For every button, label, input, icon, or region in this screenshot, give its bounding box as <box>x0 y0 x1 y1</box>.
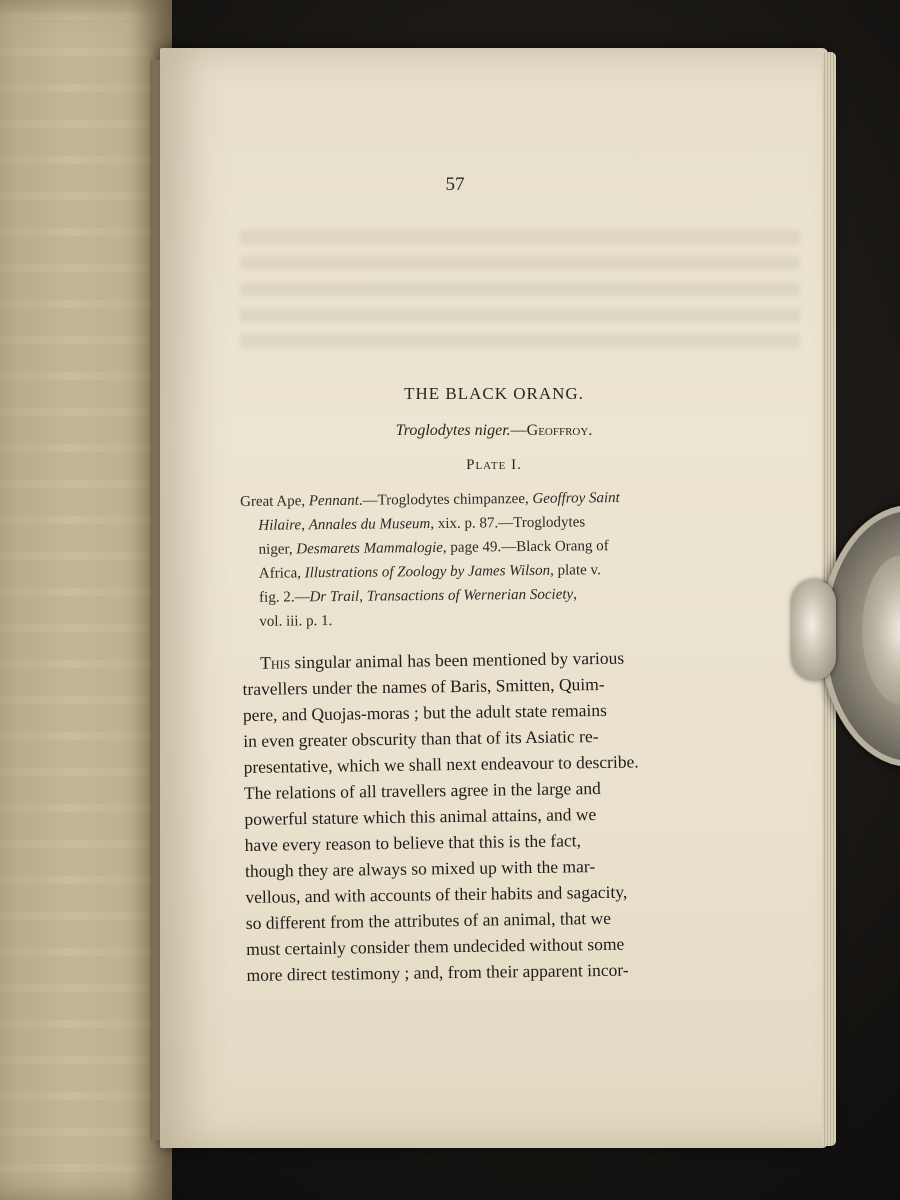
body-line: powerful stature which this animal attains, and we <box>244 804 597 829</box>
page-title: THE BLACK ORANG. <box>404 384 584 403</box>
ornamental-clasp <box>792 580 836 680</box>
body-paragraph <box>242 644 707 988</box>
synonymy-line: niger, Desmarets Mammalogie, page 49.—Black Orang of <box>258 538 609 558</box>
synonymy-block <box>240 485 701 634</box>
body-first-word: This <box>260 652 291 673</box>
species-dash: — <box>510 422 527 439</box>
synonymy-line: Africa, Illustrations of Zoology by James Wilson, plate v. <box>258 562 601 582</box>
plate-label: Plate I. <box>466 457 522 473</box>
body-line: presentative, which we shall next endeavour to describe. <box>243 751 639 777</box>
body-line: This singular animal has been mentioned by various <box>260 647 625 673</box>
body-line: have every reason to believe that this is the fact, <box>244 830 582 855</box>
synonymy-line: fig. 2.—Dr Trail, Transactions of Wernerian Society, <box>259 586 578 606</box>
species-latin-name: Troglodytes niger. <box>395 422 511 439</box>
body-line: must certainly consider them undecided without some <box>246 933 625 959</box>
species-line <box>160 422 828 440</box>
body-line: though they are always so mixed up with the mar- <box>244 856 596 881</box>
species-authority: Geoffroy. <box>526 422 593 439</box>
body-line: so different from the attributes of an animal, that we <box>245 907 612 933</box>
body-line: more direct testimony ; and, from their apparent incor- <box>246 959 629 985</box>
synonymy-line: vol. iii. p. 1. <box>259 613 333 630</box>
body-line: vellous, and with accounts of their habits and sagacity, <box>245 881 628 907</box>
body-line: travellers under the names of Baris, Smitten, Quim- <box>242 673 605 699</box>
body-line: pere, and Quojas-moras ; but the adult state remains <box>242 699 608 725</box>
body-line: The relations of all travellers agree in the large and <box>243 778 601 803</box>
synonymy-line: Great Ape, Pennant.—Troglodytes chimpanzee, Geoffroy Saint <box>240 490 620 510</box>
show-through-text <box>240 230 800 350</box>
body-line: in even greater obscurity than that of its Asiatic re- <box>243 726 599 751</box>
synonymy-line: Hilaire, Annales du Museum, xix. p. 87.—Troglodytes <box>258 514 586 534</box>
page-number: 57 <box>445 174 465 195</box>
left-page <box>0 0 172 1200</box>
